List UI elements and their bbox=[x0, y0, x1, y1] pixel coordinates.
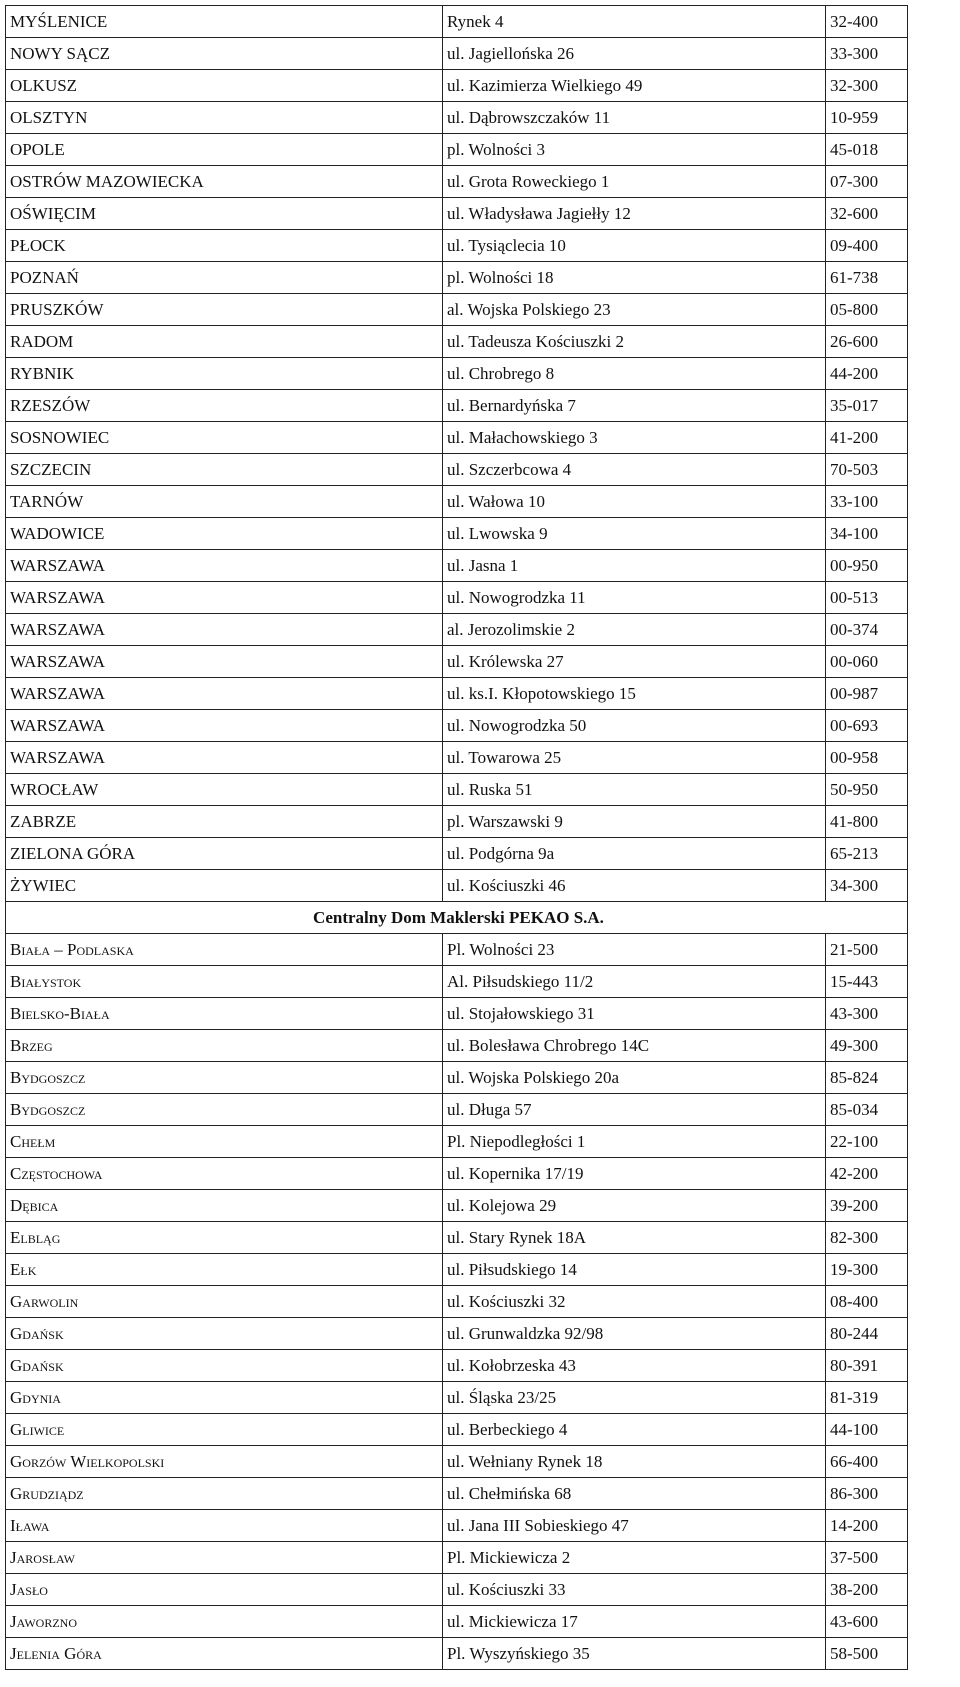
city-cell: SZCZECIN bbox=[6, 454, 443, 486]
street-cell: ul. Szczerbcowa 4 bbox=[443, 454, 826, 486]
table-row bbox=[6, 1478, 908, 1510]
postal-code-cell: 50-950 bbox=[826, 774, 908, 806]
city-cell: RYBNIK bbox=[6, 358, 443, 390]
street-cell: pl. Wolności 3 bbox=[443, 134, 826, 166]
city-cell: Biała – Podlaska bbox=[6, 934, 443, 966]
postal-code-cell: 22-100 bbox=[826, 1126, 908, 1158]
street-cell: Pl. Niepodległości 1 bbox=[443, 1126, 826, 1158]
branch-address-table bbox=[5, 5, 908, 1670]
postal-code-cell: 66-400 bbox=[826, 1446, 908, 1478]
postal-code-cell: 32-300 bbox=[826, 70, 908, 102]
postal-code-cell: 00-693 bbox=[826, 710, 908, 742]
postal-code-cell: 80-244 bbox=[826, 1318, 908, 1350]
postal-code-cell: 26-600 bbox=[826, 326, 908, 358]
postal-code-cell: 33-300 bbox=[826, 38, 908, 70]
street-cell: ul. Kazimierza Wielkiego 49 bbox=[443, 70, 826, 102]
table-row bbox=[6, 1542, 908, 1574]
street-cell: Pl. Wolności 23 bbox=[443, 934, 826, 966]
table-row bbox=[6, 1062, 908, 1094]
table-row bbox=[6, 518, 908, 550]
street-cell: ul. Chełmińska 68 bbox=[443, 1478, 826, 1510]
street-cell: ul. Mickiewicza 17 bbox=[443, 1606, 826, 1638]
street-cell: ul. Kołobrzeska 43 bbox=[443, 1350, 826, 1382]
city-cell: PRUSZKÓW bbox=[6, 294, 443, 326]
city-cell: Jelenia Góra bbox=[6, 1638, 443, 1670]
street-cell: ul. Królewska 27 bbox=[443, 646, 826, 678]
street-cell: ul. Kościuszki 46 bbox=[443, 870, 826, 902]
city-cell: POZNAŃ bbox=[6, 262, 443, 294]
city-cell: WARSZAWA bbox=[6, 614, 443, 646]
street-cell: ul. Nowogrodzka 11 bbox=[443, 582, 826, 614]
city-cell: WARSZAWA bbox=[6, 550, 443, 582]
city-cell: Elbląg bbox=[6, 1222, 443, 1254]
postal-code-cell: 00-374 bbox=[826, 614, 908, 646]
table-row bbox=[6, 294, 908, 326]
street-cell: ul. Kościuszki 33 bbox=[443, 1574, 826, 1606]
city-cell: WARSZAWA bbox=[6, 646, 443, 678]
street-cell: ul. Dąbrowszczaków 11 bbox=[443, 102, 826, 134]
postal-code-cell: 21-500 bbox=[826, 934, 908, 966]
street-cell: ul. Grota Roweckiego 1 bbox=[443, 166, 826, 198]
table-row bbox=[6, 1190, 908, 1222]
postal-code-cell: 58-500 bbox=[826, 1638, 908, 1670]
postal-code-cell: 85-034 bbox=[826, 1094, 908, 1126]
postal-code-cell: 34-100 bbox=[826, 518, 908, 550]
street-cell: Pl. Mickiewicza 2 bbox=[443, 1542, 826, 1574]
city-cell: ŻYWIEC bbox=[6, 870, 443, 902]
table-row bbox=[6, 870, 908, 902]
table-row bbox=[6, 1254, 908, 1286]
street-cell: ul. Lwowska 9 bbox=[443, 518, 826, 550]
postal-code-cell: 14-200 bbox=[826, 1510, 908, 1542]
postal-code-cell: 00-987 bbox=[826, 678, 908, 710]
city-cell: WADOWICE bbox=[6, 518, 443, 550]
table-row bbox=[6, 230, 908, 262]
table-row bbox=[6, 1350, 908, 1382]
street-cell: ul. Tysiąclecia 10 bbox=[443, 230, 826, 262]
city-cell: Bielsko-Biała bbox=[6, 998, 443, 1030]
postal-code-cell: 32-600 bbox=[826, 198, 908, 230]
street-cell: ul. Podgórna 9a bbox=[443, 838, 826, 870]
table-row bbox=[6, 422, 908, 454]
street-cell: Rynek 4 bbox=[443, 6, 826, 38]
city-cell: RADOM bbox=[6, 326, 443, 358]
street-cell: ul. Kopernika 17/19 bbox=[443, 1158, 826, 1190]
street-cell: ul. ks.I. Kłopotowskiego 15 bbox=[443, 678, 826, 710]
table-row bbox=[6, 454, 908, 486]
postal-code-cell: 44-100 bbox=[826, 1414, 908, 1446]
street-cell: Al. Piłsudskiego 11/2 bbox=[443, 966, 826, 998]
table-row bbox=[6, 774, 908, 806]
table-row bbox=[6, 262, 908, 294]
table-row bbox=[6, 1414, 908, 1446]
city-cell: WARSZAWA bbox=[6, 710, 443, 742]
postal-code-cell: 61-738 bbox=[826, 262, 908, 294]
city-cell: WARSZAWA bbox=[6, 742, 443, 774]
city-cell: Jarosław bbox=[6, 1542, 443, 1574]
table-row bbox=[6, 6, 908, 38]
street-cell: ul. Tadeusza Kościuszki 2 bbox=[443, 326, 826, 358]
city-cell: WARSZAWA bbox=[6, 678, 443, 710]
section-header-row bbox=[6, 902, 908, 934]
street-cell: ul. Kościuszki 32 bbox=[443, 1286, 826, 1318]
table-row bbox=[6, 1222, 908, 1254]
postal-code-cell: 00-958 bbox=[826, 742, 908, 774]
city-cell: MYŚLENICE bbox=[6, 6, 443, 38]
street-cell: ul. Grunwaldzka 92/98 bbox=[443, 1318, 826, 1350]
table-row bbox=[6, 166, 908, 198]
postal-code-cell: 41-800 bbox=[826, 806, 908, 838]
table-row bbox=[6, 1158, 908, 1190]
postal-code-cell: 08-400 bbox=[826, 1286, 908, 1318]
postal-code-cell: 41-200 bbox=[826, 422, 908, 454]
table-row bbox=[6, 1030, 908, 1062]
city-cell: Gdynia bbox=[6, 1382, 443, 1414]
table-row bbox=[6, 1638, 908, 1670]
city-cell: WROCŁAW bbox=[6, 774, 443, 806]
street-cell: ul. Jagiellońska 26 bbox=[443, 38, 826, 70]
postal-code-cell: 00-950 bbox=[826, 550, 908, 582]
table-row bbox=[6, 134, 908, 166]
street-cell: ul. Chrobrego 8 bbox=[443, 358, 826, 390]
table-row bbox=[6, 1574, 908, 1606]
table-row bbox=[6, 1510, 908, 1542]
table-row bbox=[6, 70, 908, 102]
postal-code-cell: 44-200 bbox=[826, 358, 908, 390]
city-cell: Bydgoszcz bbox=[6, 1094, 443, 1126]
table-row bbox=[6, 742, 908, 774]
city-cell: Częstochowa bbox=[6, 1158, 443, 1190]
city-cell: Bydgoszcz bbox=[6, 1062, 443, 1094]
street-cell: ul. Jasna 1 bbox=[443, 550, 826, 582]
postal-code-cell: 35-017 bbox=[826, 390, 908, 422]
street-cell: ul. Towarowa 25 bbox=[443, 742, 826, 774]
table-row bbox=[6, 1126, 908, 1158]
city-cell: Grudziądz bbox=[6, 1478, 443, 1510]
city-cell: OŚWIĘCIM bbox=[6, 198, 443, 230]
postal-code-cell: 37-500 bbox=[826, 1542, 908, 1574]
street-cell: ul. Wałowa 10 bbox=[443, 486, 826, 518]
section-header: Centralny Dom Maklerski PEKAO S.A. bbox=[6, 902, 908, 934]
postal-code-cell: 00-060 bbox=[826, 646, 908, 678]
city-cell: RZESZÓW bbox=[6, 390, 443, 422]
city-cell: OPOLE bbox=[6, 134, 443, 166]
city-cell: OLSZTYN bbox=[6, 102, 443, 134]
table-row bbox=[6, 806, 908, 838]
city-cell: Ełk bbox=[6, 1254, 443, 1286]
postal-code-cell: 45-018 bbox=[826, 134, 908, 166]
city-cell: Jasło bbox=[6, 1574, 443, 1606]
table-row bbox=[6, 710, 908, 742]
postal-code-cell: 85-824 bbox=[826, 1062, 908, 1094]
postal-code-cell: 42-200 bbox=[826, 1158, 908, 1190]
street-cell: ul. Piłsudskiego 14 bbox=[443, 1254, 826, 1286]
street-cell: ul. Bolesława Chrobrego 14C bbox=[443, 1030, 826, 1062]
table-body bbox=[6, 6, 908, 1670]
street-cell: ul. Jana III Sobieskiego 47 bbox=[443, 1510, 826, 1542]
table-row bbox=[6, 678, 908, 710]
table-row bbox=[6, 1318, 908, 1350]
table-row bbox=[6, 998, 908, 1030]
city-cell: SOSNOWIEC bbox=[6, 422, 443, 454]
table-row bbox=[6, 966, 908, 998]
city-cell: TARNÓW bbox=[6, 486, 443, 518]
street-cell: ul. Śląska 23/25 bbox=[443, 1382, 826, 1414]
table-row bbox=[6, 550, 908, 582]
table-row bbox=[6, 1606, 908, 1638]
street-cell: ul. Bernardyńska 7 bbox=[443, 390, 826, 422]
table-row bbox=[6, 838, 908, 870]
city-cell: Chełm bbox=[6, 1126, 443, 1158]
table-row bbox=[6, 646, 908, 678]
table-row bbox=[6, 102, 908, 134]
postal-code-cell: 15-443 bbox=[826, 966, 908, 998]
street-cell: ul. Wojska Polskiego 20a bbox=[443, 1062, 826, 1094]
city-cell: Gdańsk bbox=[6, 1318, 443, 1350]
table-row bbox=[6, 582, 908, 614]
postal-code-cell: 10-959 bbox=[826, 102, 908, 134]
postal-code-cell: 09-400 bbox=[826, 230, 908, 262]
city-cell: Iława bbox=[6, 1510, 443, 1542]
street-cell: al. Jerozolimskie 2 bbox=[443, 614, 826, 646]
postal-code-cell: 81-319 bbox=[826, 1382, 908, 1414]
table-row bbox=[6, 1286, 908, 1318]
street-cell: ul. Stojałowskiego 31 bbox=[443, 998, 826, 1030]
city-cell: PŁOCK bbox=[6, 230, 443, 262]
postal-code-cell: 19-300 bbox=[826, 1254, 908, 1286]
postal-code-cell: 49-300 bbox=[826, 1030, 908, 1062]
table-row bbox=[6, 358, 908, 390]
table-row bbox=[6, 1094, 908, 1126]
city-cell: Białystok bbox=[6, 966, 443, 998]
table-row bbox=[6, 486, 908, 518]
postal-code-cell: 43-300 bbox=[826, 998, 908, 1030]
postal-code-cell: 00-513 bbox=[826, 582, 908, 614]
city-cell: Dębica bbox=[6, 1190, 443, 1222]
table-row bbox=[6, 1382, 908, 1414]
table-row bbox=[6, 934, 908, 966]
city-cell: Gorzów Wielkopolski bbox=[6, 1446, 443, 1478]
street-cell: ul. Stary Rynek 18A bbox=[443, 1222, 826, 1254]
street-cell: ul. Władysława Jagiełły 12 bbox=[443, 198, 826, 230]
street-cell: Pl. Wyszyńskiego 35 bbox=[443, 1638, 826, 1670]
table-row bbox=[6, 614, 908, 646]
city-cell: Gliwice bbox=[6, 1414, 443, 1446]
postal-code-cell: 07-300 bbox=[826, 166, 908, 198]
postal-code-cell: 33-100 bbox=[826, 486, 908, 518]
city-cell: NOWY SĄCZ bbox=[6, 38, 443, 70]
postal-code-cell: 86-300 bbox=[826, 1478, 908, 1510]
table-row bbox=[6, 326, 908, 358]
city-cell: ZABRZE bbox=[6, 806, 443, 838]
city-cell: WARSZAWA bbox=[6, 582, 443, 614]
table-row bbox=[6, 198, 908, 230]
table-row bbox=[6, 38, 908, 70]
city-cell: ZIELONA GÓRA bbox=[6, 838, 443, 870]
city-cell: Gdańsk bbox=[6, 1350, 443, 1382]
postal-code-cell: 34-300 bbox=[826, 870, 908, 902]
postal-code-cell: 70-503 bbox=[826, 454, 908, 486]
postal-code-cell: 65-213 bbox=[826, 838, 908, 870]
city-cell: Brzeg bbox=[6, 1030, 443, 1062]
postal-code-cell: 80-391 bbox=[826, 1350, 908, 1382]
street-cell: ul. Długa 57 bbox=[443, 1094, 826, 1126]
street-cell: ul. Berbeckiego 4 bbox=[443, 1414, 826, 1446]
street-cell: ul. Kolejowa 29 bbox=[443, 1190, 826, 1222]
city-cell: Jaworzno bbox=[6, 1606, 443, 1638]
street-cell: ul. Małachowskiego 3 bbox=[443, 422, 826, 454]
postal-code-cell: 05-800 bbox=[826, 294, 908, 326]
city-cell: OLKUSZ bbox=[6, 70, 443, 102]
postal-code-cell: 43-600 bbox=[826, 1606, 908, 1638]
table-row bbox=[6, 1446, 908, 1478]
postal-code-cell: 32-400 bbox=[826, 6, 908, 38]
city-cell: OSTRÓW MAZOWIECKA bbox=[6, 166, 443, 198]
street-cell: ul. Ruska 51 bbox=[443, 774, 826, 806]
street-cell: ul. Nowogrodzka 50 bbox=[443, 710, 826, 742]
street-cell: ul. Wełniany Rynek 18 bbox=[443, 1446, 826, 1478]
postal-code-cell: 82-300 bbox=[826, 1222, 908, 1254]
street-cell: pl. Warszawski 9 bbox=[443, 806, 826, 838]
street-cell: al. Wojska Polskiego 23 bbox=[443, 294, 826, 326]
table-row bbox=[6, 390, 908, 422]
city-cell: Garwolin bbox=[6, 1286, 443, 1318]
postal-code-cell: 39-200 bbox=[826, 1190, 908, 1222]
postal-code-cell: 38-200 bbox=[826, 1574, 908, 1606]
street-cell: pl. Wolności 18 bbox=[443, 262, 826, 294]
